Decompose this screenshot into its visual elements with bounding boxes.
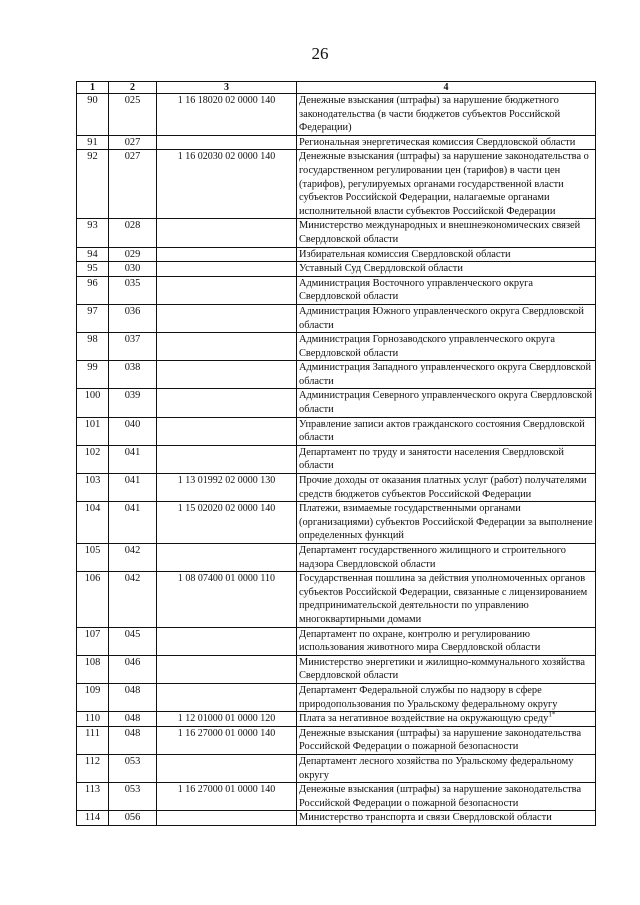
row-code: 042: [109, 572, 157, 627]
row-kbk: [157, 219, 297, 247]
row-code: 053: [109, 754, 157, 782]
row-description-text: Министерство транспорта и связи Свердловской области: [299, 812, 552, 824]
table-row: [77, 544, 596, 572]
row-kbk: [157, 655, 297, 683]
row-description: [297, 811, 596, 826]
row-description-text: Прочие доходы от оказания платных услуг (работ) получателями средств бюджетов субъектов Российской Федерации: [299, 475, 587, 500]
row-description-text: Региональная энергетическая комиссия Свердловской области: [299, 136, 576, 148]
row-description: [297, 304, 596, 332]
row-number: 99: [77, 361, 109, 389]
row-code: 048: [109, 683, 157, 711]
row-kbk: [157, 754, 297, 782]
row-code: 056: [109, 811, 157, 826]
row-code: 036: [109, 304, 157, 332]
row-code: 027: [109, 135, 157, 150]
row-number: 98: [77, 333, 109, 361]
column-header-3: 3: [157, 82, 297, 94]
row-description-text: Департамент по охране, контролю и регулированию использования животного мира Свердловской области: [299, 628, 541, 654]
row-description-text: Денежные взыскания (штрафы) за нарушение законодательства Российской Федерации о пожарной безопасности: [299, 784, 582, 809]
row-kbk: [157, 445, 297, 473]
row-kbk: 1 16 27000 01 0000 140: [157, 726, 297, 754]
row-description: [297, 683, 596, 711]
row-kbk: [157, 811, 297, 826]
row-kbk: [157, 135, 297, 150]
row-description-text: Администрация Восточного управленческого округа Свердловской области: [299, 277, 534, 303]
row-number: 97: [77, 304, 109, 332]
row-number: 95: [77, 262, 109, 277]
revenue-admin-table: [76, 81, 596, 826]
table-row: [77, 502, 596, 544]
row-number: 111: [77, 726, 109, 754]
row-description-text: Министерство энергетики и жилищно-коммунального хозяйства Свердловской области: [299, 656, 585, 682]
table-row: [77, 333, 596, 361]
row-code: 041: [109, 474, 157, 502]
row-description-text: Администрация Северного управленческого округа Свердловской области: [299, 390, 593, 416]
row-description: [297, 502, 596, 544]
row-number: 110: [77, 712, 109, 727]
row-kbk: [157, 276, 297, 304]
row-number: 106: [77, 572, 109, 627]
row-code: 041: [109, 502, 157, 544]
row-code: 027: [109, 150, 157, 219]
row-code: 053: [109, 783, 157, 811]
row-description-text: Платежи, взимаемые государственными органами (организациями) субъектов Российской Федерации за выполнение определенных функций: [299, 503, 593, 542]
row-code: 035: [109, 276, 157, 304]
table-row: [77, 655, 596, 683]
row-description: [297, 247, 596, 262]
row-number: 93: [77, 219, 109, 247]
row-kbk: 1 16 18020 02 0000 140: [157, 94, 297, 136]
row-number: 107: [77, 627, 109, 655]
row-code: 046: [109, 655, 157, 683]
row-number: 103: [77, 474, 109, 502]
row-code: 042: [109, 544, 157, 572]
row-code: 029: [109, 247, 157, 262]
row-description: [297, 572, 596, 627]
row-kbk: [157, 333, 297, 361]
row-description-text: Администрация Западного управленческого округа Свердловской области: [299, 362, 592, 387]
row-kbk: 1 16 27000 01 0000 140: [157, 783, 297, 811]
row-code: 045: [109, 627, 157, 655]
row-code: 040: [109, 417, 157, 445]
table-row: [77, 811, 596, 826]
row-number: 101: [77, 417, 109, 445]
row-number: 91: [77, 135, 109, 150]
row-description: [297, 389, 596, 417]
row-code: 041: [109, 445, 157, 473]
table-row: [77, 150, 596, 219]
row-description-text: Администрация Горнозаводского управленческого округа Свердловской области: [299, 334, 556, 359]
column-header-4: 4: [297, 82, 596, 94]
row-number: 109: [77, 683, 109, 711]
column-header-1: 1: [77, 82, 109, 94]
row-number: 108: [77, 655, 109, 683]
row-code: 030: [109, 262, 157, 277]
row-code: 048: [109, 712, 157, 727]
table-row: [77, 572, 596, 627]
row-description: [297, 655, 596, 683]
table-row: [77, 783, 596, 811]
row-description: [297, 417, 596, 445]
table-row: [77, 683, 596, 711]
row-kbk: [157, 627, 297, 655]
row-number: 100: [77, 389, 109, 417]
column-header-2: 2: [109, 82, 157, 94]
row-description: [297, 262, 596, 277]
row-description-text: Денежные взыскания (штрафы) за нарушение законодательства Российской Федерации о пожарной безопасности: [299, 727, 582, 753]
row-description: [297, 474, 596, 502]
footnote-marker: 1*: [548, 710, 556, 719]
row-description: [297, 150, 596, 219]
row-description-text: Денежные взыскания (штрафы) за нарушение законодательства о государственном регулировании цен (тарифов) в части цен (тарифов), регулируемых органами государственной власти субъектов Российской Федерации, налагаемые органами исполнительной власти субъектов Российской Федерации: [299, 151, 589, 217]
row-description: [297, 783, 596, 811]
row-description: [297, 445, 596, 473]
row-description-text: Департамент Федеральной службы по надзору в сфере природопользования по Уральскому федеральному округу: [299, 684, 558, 710]
row-code: 025: [109, 94, 157, 136]
row-description-text: Департамент по труду и занятости населения Свердловской области: [299, 446, 564, 472]
row-description-text: Администрация Южного управленческого округа Свердловской области: [299, 305, 584, 331]
row-number: 96: [77, 276, 109, 304]
row-description-text: Избирательная комиссия Свердловской области: [299, 248, 511, 260]
row-kbk: [157, 247, 297, 262]
row-description-text: Управление записи актов гражданского состояния Свердловской области: [299, 418, 585, 444]
row-number: 94: [77, 247, 109, 262]
table-row: [77, 219, 596, 247]
table-row: [77, 627, 596, 655]
row-description: [297, 712, 596, 727]
row-number: 104: [77, 502, 109, 544]
table-row: [77, 712, 596, 727]
row-description: [297, 135, 596, 150]
row-kbk: 1 08 07400 01 0000 110: [157, 572, 297, 627]
table-row: [77, 304, 596, 332]
row-description: [297, 726, 596, 754]
row-code: 038: [109, 361, 157, 389]
row-kbk: 1 16 02030 02 0000 140: [157, 150, 297, 219]
row-number: 112: [77, 754, 109, 782]
table-row: [77, 262, 596, 277]
table-row: [77, 445, 596, 473]
row-description-text: Департамент государственного жилищного и строительного надзора Свердловской области: [299, 545, 566, 570]
table-row: [77, 726, 596, 754]
table-row: [77, 474, 596, 502]
row-description: [297, 754, 596, 782]
row-code: 028: [109, 219, 157, 247]
row-number: 114: [77, 811, 109, 826]
row-kbk: [157, 389, 297, 417]
row-kbk: [157, 262, 297, 277]
row-number: 113: [77, 783, 109, 811]
table-row: [77, 135, 596, 150]
row-description-text: Денежные взыскания (штрафы) за нарушение бюджетного законодательства (в части бюджетов субъектов Российской Федерации): [299, 95, 561, 134]
row-kbk: 1 13 01992 02 0000 130: [157, 474, 297, 502]
row-kbk: [157, 417, 297, 445]
row-number: 92: [77, 150, 109, 219]
row-kbk: [157, 683, 297, 711]
table-row: [77, 417, 596, 445]
table-row: [77, 247, 596, 262]
table-body: [77, 94, 596, 826]
table-row: [77, 754, 596, 782]
row-description: [297, 627, 596, 655]
row-description: [297, 333, 596, 361]
row-description-text: Министерство международных и внешнеэкономических связей Свердловской области: [299, 220, 581, 245]
row-code: 039: [109, 389, 157, 417]
row-number: 90: [77, 94, 109, 136]
row-kbk: 1 15 02020 02 0000 140: [157, 502, 297, 544]
row-number: 102: [77, 445, 109, 473]
row-description-text: Департамент лесного хозяйства по Уральскому федеральному округу: [299, 755, 574, 781]
row-kbk: [157, 544, 297, 572]
row-description: [297, 276, 596, 304]
row-code: 048: [109, 726, 157, 754]
table-row: [77, 361, 596, 389]
row-number: 105: [77, 544, 109, 572]
row-kbk: [157, 304, 297, 332]
row-description: [297, 94, 596, 136]
table-row: [77, 389, 596, 417]
row-kbk: [157, 361, 297, 389]
table-row: [77, 94, 596, 136]
row-description-text: Уставный Суд Свердловской области: [299, 263, 463, 275]
row-description: [297, 219, 596, 247]
table-row: [77, 276, 596, 304]
row-description-text: Государственная пошлина за действия уполномоченных органов субъектов Российской Федерации, связанные с лицензированием предпринимательской деятельности по управлению многоквартирными домами: [299, 573, 588, 625]
row-description: [297, 544, 596, 572]
row-description: [297, 361, 596, 389]
header-row: [77, 82, 596, 94]
row-code: 037: [109, 333, 157, 361]
row-description-text: Плата за негативное воздействие на окружающую среду: [299, 713, 549, 725]
page-number: 26: [311, 44, 329, 63]
row-kbk: 1 12 01000 01 0000 120: [157, 712, 297, 727]
